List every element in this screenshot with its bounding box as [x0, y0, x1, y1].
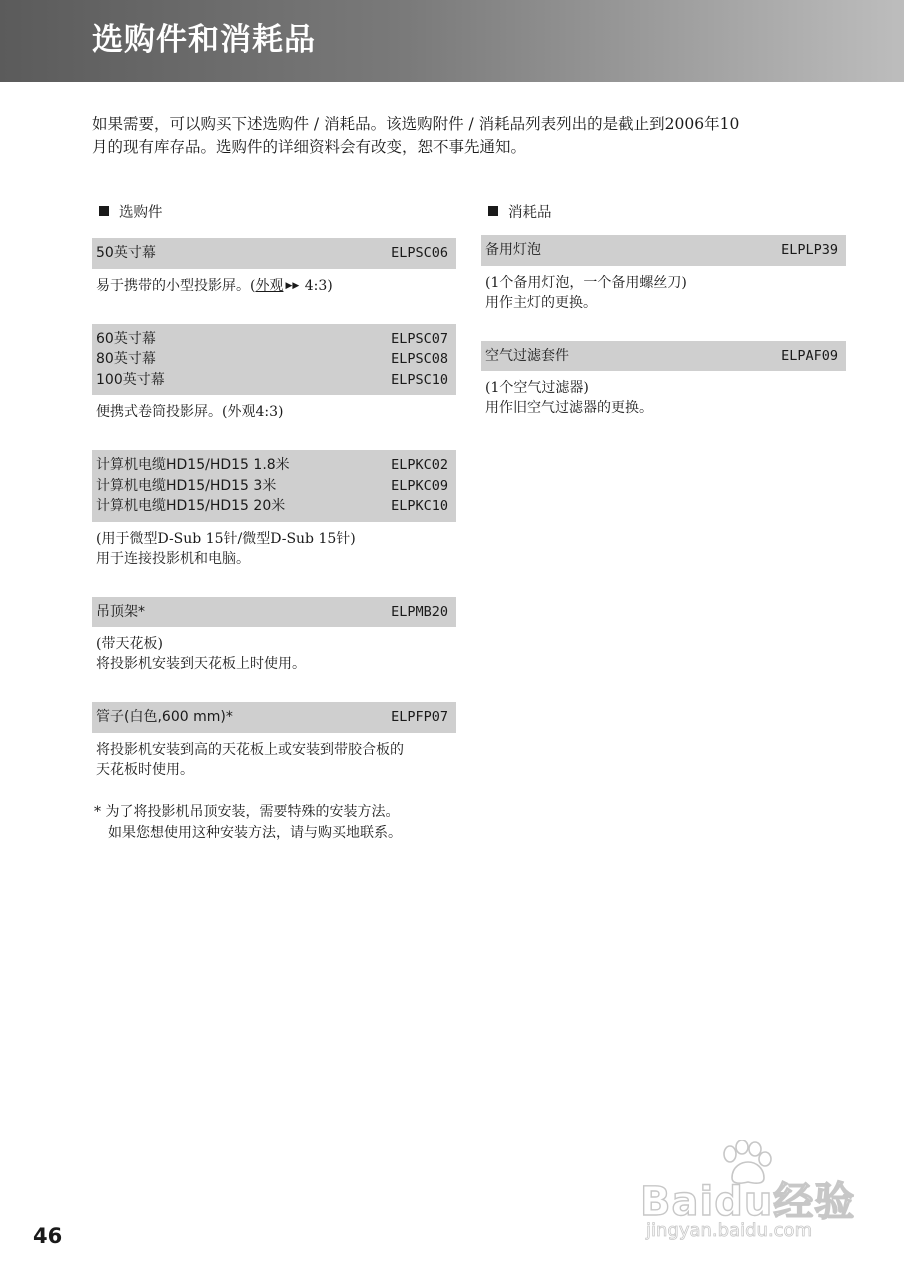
item-desc-line: 天花板时使用。 [96, 761, 194, 778]
item-desc-text: 易于携带的小型投影屏。( [96, 277, 256, 294]
options-heading-text: 选购件 [119, 205, 163, 221]
item-description [481, 266, 846, 313]
item-row [96, 243, 448, 264]
item-description [92, 733, 456, 780]
option-item [92, 702, 456, 780]
item-bar [92, 324, 456, 396]
item-row [96, 329, 448, 350]
item-description [92, 522, 456, 569]
item-name: 80英寸幕 [96, 351, 156, 367]
item-bar [481, 341, 846, 372]
options-column [92, 203, 456, 844]
item-description [92, 395, 456, 422]
item-desc-line: (带天花板) [96, 636, 163, 652]
item-description [481, 371, 846, 418]
watermark-brand: Baidu经验 [640, 1179, 856, 1225]
item-row [485, 346, 838, 367]
item-desc-line: (用于微型D-Sub 15针/微型D-Sub 15针) [96, 530, 356, 547]
item-bar [92, 702, 456, 733]
item-row [96, 476, 448, 497]
item-row [96, 602, 448, 623]
item-code: ELPLP39 [781, 242, 838, 258]
consumables-heading [488, 203, 846, 223]
options-heading [99, 203, 456, 223]
item-name: 计算机电缆HD15/HD15 1.8米 [96, 457, 290, 473]
item-code: ELPMB20 [391, 603, 448, 620]
item-code: ELPSC07 [391, 330, 448, 347]
item-name: 计算机电缆HD15/HD15 20米 [96, 498, 286, 514]
item-code: ELPKC10 [391, 498, 448, 514]
intro-line: 如果需要，可以购买下述选购件 / 消耗品。该选购附件 / 消耗品列表列出的是截止到2006年10 [92, 115, 740, 133]
item-desc-line: (1个空气过滤器) [485, 380, 589, 396]
item-desc-text: 4:3) [300, 277, 333, 294]
item-name: 管子(白色,600 mm)* [96, 709, 233, 725]
item-bar [92, 238, 456, 269]
square-bullet-icon [99, 206, 109, 216]
item-row [485, 240, 838, 261]
page-number: 46 [33, 1224, 63, 1248]
item-name: 100英寸幕 [96, 371, 165, 388]
item-code: ELPSC10 [391, 371, 448, 388]
item-code: ELPFP07 [391, 709, 448, 725]
page-title: 选购件和消耗品 [92, 22, 316, 58]
item-name: 60英寸幕 [96, 330, 156, 347]
intro-line: 月的现有库存品。选购件的详细资料会有改变，恕不事先通知。 [92, 138, 527, 156]
item-description [92, 269, 456, 296]
footnote [92, 802, 456, 844]
item-desc-line: 便携式卷筒投影屏。(外观4:3) [96, 404, 284, 420]
item-code: ELPSC08 [391, 351, 448, 367]
item-row [96, 349, 448, 370]
item-desc-line: 用作主灯的更换。 [485, 294, 597, 311]
item-desc-line: 将投影机安装到高的天花板上或安装到带胶合板的 [96, 741, 404, 758]
double-arrow-icon: ▶▶ [285, 280, 300, 291]
item-desc-line: 用于连接投影机和电脑。 [96, 550, 250, 567]
item-desc-line: (1个备用灯泡，一个备用螺丝刀) [485, 274, 687, 291]
item-row [96, 496, 448, 517]
consumables-column [481, 203, 846, 446]
option-item [92, 238, 456, 296]
baidu-watermark [640, 1140, 860, 1250]
item-name: 备用灯泡 [485, 242, 541, 258]
item-name: 空气过滤套件 [485, 347, 569, 364]
item-name: 吊顶架* [96, 603, 145, 620]
appearance-link[interactable]: 外观 [255, 277, 284, 294]
header-bar [0, 0, 904, 82]
item-bar [92, 450, 456, 522]
consumables-heading-text: 消耗品 [508, 205, 552, 221]
item-code: ELPAF09 [781, 347, 838, 364]
square-bullet-icon [488, 206, 498, 216]
consumable-item [481, 235, 846, 313]
item-code: ELPSC06 [391, 245, 448, 261]
footnote-line: 如果您想使用这种安装方法，请与购买地联系。 [108, 824, 402, 841]
consumable-item [481, 341, 846, 419]
item-bar [481, 235, 846, 266]
footnote-line: * 为了将投影机吊顶安装，需要特殊的安装方法。 [94, 803, 400, 820]
intro-paragraph [92, 113, 842, 159]
option-item [92, 324, 456, 423]
option-item [92, 597, 456, 675]
item-name: 50英寸幕 [96, 245, 156, 261]
item-row [96, 455, 448, 476]
item-bar [92, 597, 456, 628]
option-item [92, 450, 456, 569]
watermark-url: jingyan.baidu.com [646, 1220, 813, 1241]
item-name: 计算机电缆HD15/HD15 3米 [96, 477, 277, 494]
item-row [96, 707, 448, 728]
item-code: ELPKC02 [391, 457, 448, 473]
item-desc-line: 将投影机安装到天花板上时使用。 [96, 656, 306, 672]
item-desc-line: 用作旧空气过滤器的更换。 [485, 400, 653, 416]
item-row [96, 370, 448, 391]
item-description [92, 627, 456, 674]
item-code: ELPKC09 [391, 477, 448, 494]
